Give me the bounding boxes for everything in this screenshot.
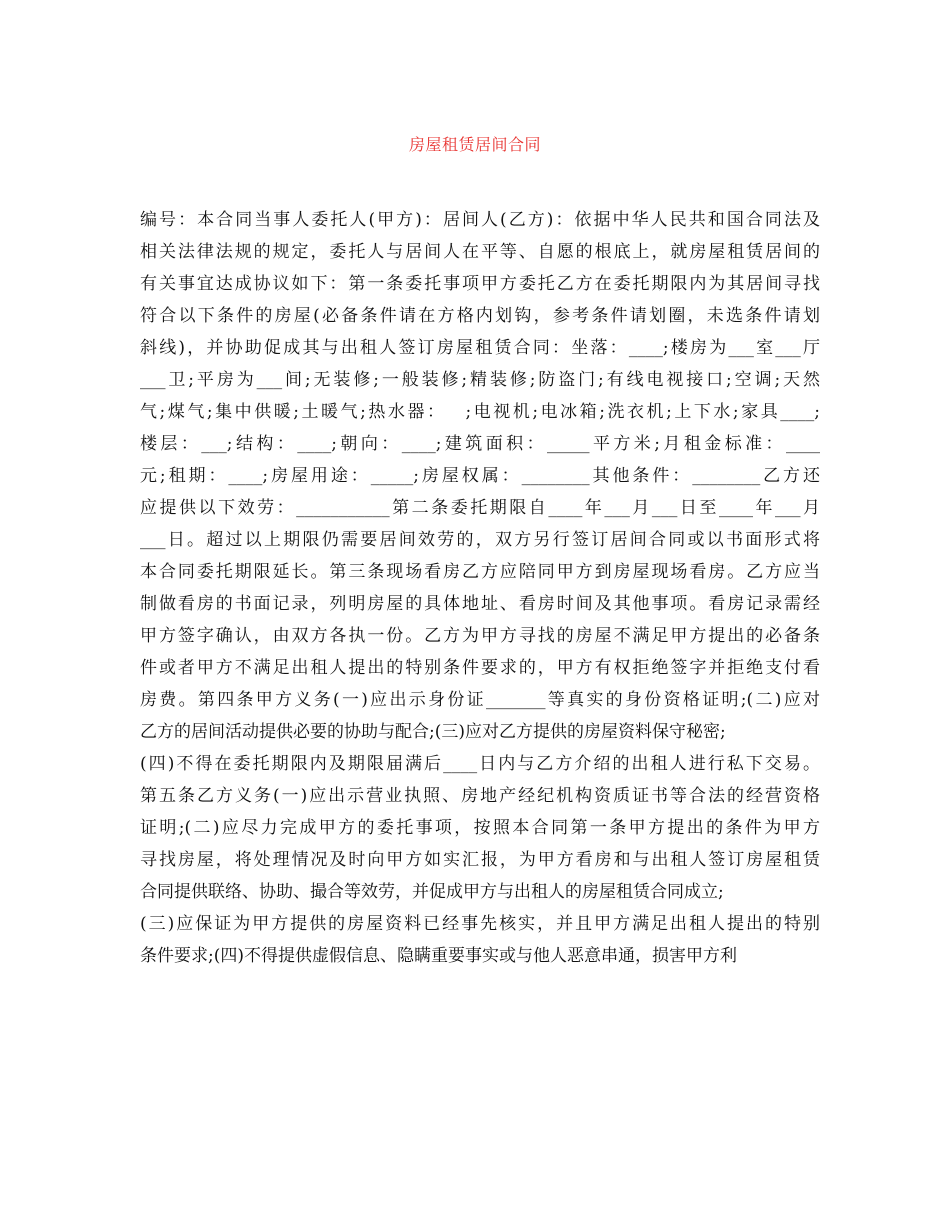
body-line: 条件要求;(四)不得提供虚假信息、隐瞒重要事实或与他人恶意串通，损害甲方利 [140, 946, 737, 966]
body-line: 寻找房屋，将处理情况及时向甲方如实汇报，为甲方看房和与出租人签订房屋租赁 [140, 850, 820, 870]
body-line: 气;煤气;集中供暖;土暖气;热水器： ;电视机;电冰箱;洗衣机;上下水;家具____; [140, 402, 820, 422]
body-line: 制做看房的书面记录，列明房屋的具体地址、看房时间及其他事项。看房记录需经 [140, 594, 820, 614]
body-line: 元;租期：____;房屋用途：_____;房屋权属：________其他条件：________乙方还 [140, 466, 820, 486]
body-line: 编号：本合同当事人委托人(甲方)：居间人(乙方)：依据中华人民共和国合同法及 [140, 210, 820, 230]
body-line: ___日。超过以上期限仍需要居间效劳的，双方另行签订居间合同或以书面形式将 [140, 530, 820, 550]
body-line: 相关法律法规的规定，委托人与居间人在平等、自愿的根底上，就房屋租赁居间的 [140, 242, 820, 262]
document-title: 房屋租赁居间合同 [408, 135, 541, 154]
body-line: 合同提供联络、协助、撮合等效劳，并促成甲方与出租人的房屋租赁合同成立; [140, 882, 724, 902]
body-line: 有关事宜达成协议如下：第一条委托事项甲方委托乙方在委托期限内为其居间寻找 [140, 274, 820, 294]
body-line: 乙方的居间活动提供必要的协助与配合;(三)应对乙方提供的房屋资料保守秘密; [140, 722, 726, 742]
body-line: 楼层：___;结构：____;朝向：____;建筑面积：_____平方米;月租金标准：____ [140, 434, 820, 454]
body-line: 符合以下条件的房屋(必备条件请在方格内划钩，参考条件请划圈，未选条件请划 [140, 306, 820, 326]
body-line: ___卫;平房为___间;无装修;一般装修;精装修;防盗门;有线电视接口;空调;天然 [140, 370, 820, 390]
body-line: 甲方签字确认，由双方各执一份。乙方为甲方寻找的房屋不满足甲方提出的必备条 [140, 626, 820, 646]
body-line: 应提供以下效劳：___________第二条委托期限自____年___月___日至____年___月 [140, 498, 820, 518]
body-line: (四)不得在委托期限内及期限届满后____日内与乙方介绍的出租人进行私下交易。 [140, 754, 820, 774]
body-line: 第五条乙方义务(一)应出示营业执照、房地产经纪机构资质证书等合法的经营资格 [140, 786, 820, 806]
body-line: (三)应保证为甲方提供的房屋资料已经事先核实，并且甲方满足出租人提出的特别 [140, 914, 820, 934]
body-line: 本合同委托期限延长。第三条现场看房乙方应陪同甲方到房屋现场看房。乙方应当 [140, 562, 820, 582]
body-line: 证明;(二)应尽力完成甲方的委托事项，按照本合同第一条甲方提出的条件为甲方 [140, 818, 820, 838]
document-body [140, 204, 820, 972]
body-line: 件或者甲方不满足出租人提出的特别条件要求的，甲方有权拒绝签字并拒绝支付看 [140, 658, 820, 678]
body-line: 斜线)，并协助促成其与出租人签订房屋租赁合同：坐落：____;楼房为___室___厅 [140, 338, 820, 358]
body-line: 房费。第四条甲方义务(一)应出示身份证_______等真实的身份资格证明;(二)应对 [140, 690, 820, 710]
